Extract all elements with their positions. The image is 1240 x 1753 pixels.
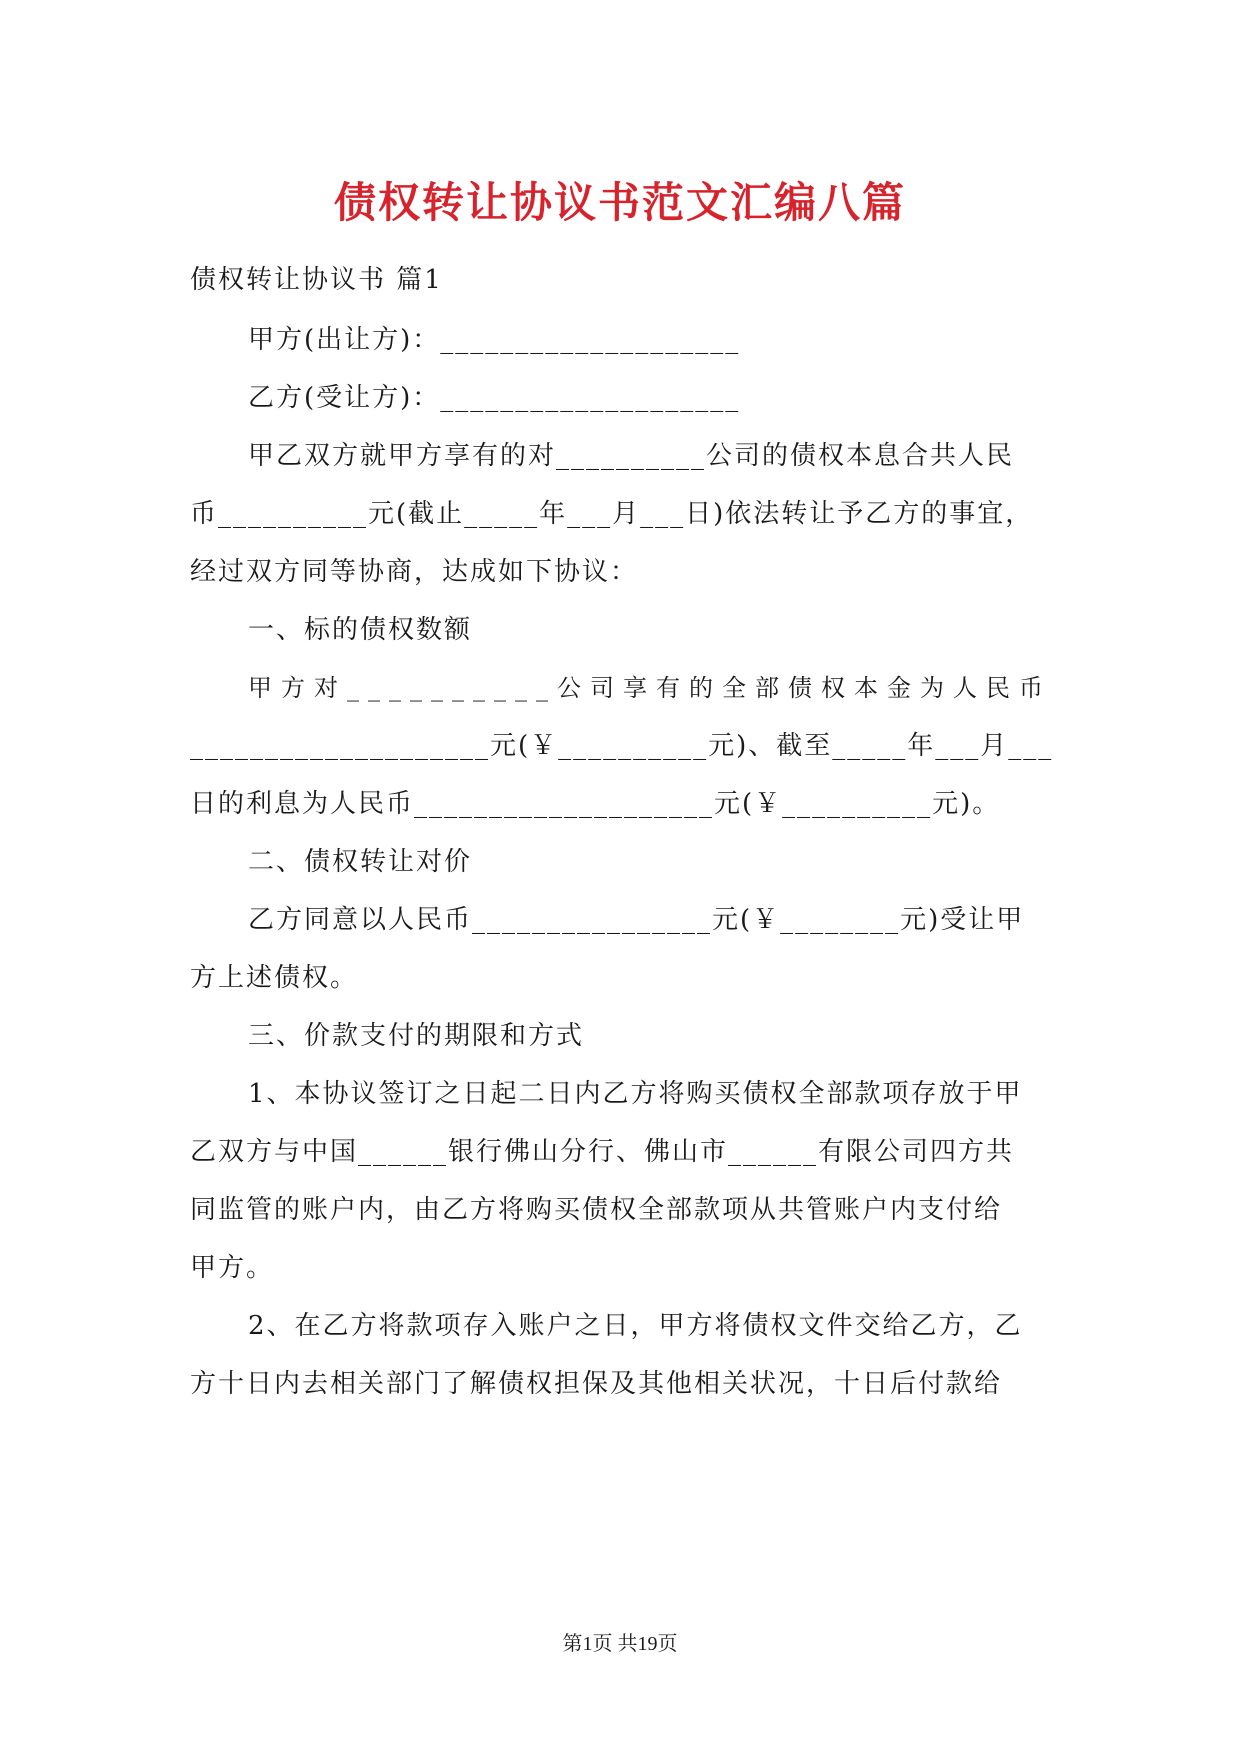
paragraph-line: 经过双方同等协商，达成如下协议： <box>190 557 639 587</box>
paragraph-line: 甲乙双方就甲方享有的对__________公司的债权本息合共人民 <box>248 441 1015 471</box>
paragraph-line: 币__________元(截止_____年___月___日)依法转让予乙方的事宜， <box>190 499 1034 529</box>
document-title: 债权转让协议书范文汇编八篇 <box>333 178 906 227</box>
clause-heading: 二、债权转让对价 <box>248 847 473 877</box>
paragraph-line: 甲方对__________公司享有的全部债权本金为人民币 <box>248 674 1052 702</box>
paragraph-line: 方上述债权。 <box>190 963 359 993</box>
clause-heading: 三、价款支付的期限和方式 <box>248 1021 585 1051</box>
paragraph-line: 同监管的账户内，由乙方将购买债权全部款项从共管账户内支付给 <box>190 1195 1003 1225</box>
paragraph-line: 乙方同意以人民币________________元(￥________元)受让甲 <box>248 905 1025 935</box>
paragraph-line: 2、在乙方将款项存入账户之日，甲方将债权文件交给乙方，乙 <box>248 1311 1023 1341</box>
page-number-footer: 第1页 共19页 <box>562 1633 678 1655</box>
paragraph-line: 1、本协议签订之日起二日内乙方将购买债权全部款项存放于甲 <box>248 1079 1023 1109</box>
paragraph-line: 甲方。 <box>190 1253 275 1283</box>
paragraph-line: 日的利息为人民币____________________元(￥__________元)。 <box>190 789 1001 819</box>
paragraph-line: 方十日内去相关部门了解债权担保及其他相关状况，十日后付款给 <box>190 1369 1003 1399</box>
paragraph-line: 乙双方与中国______银行佛山分行、佛山市______有限公司四方共 <box>190 1137 1015 1167</box>
paragraph-line: ____________________元(￥__________元)、截至_____年___月___ <box>190 731 1054 761</box>
section-heading: 债权转让协议书 篇1 <box>190 265 443 295</box>
paragraph-line: 乙方(受让方)：____________________ <box>248 383 741 413</box>
paragraph-line: 甲方(出让方)：____________________ <box>248 325 741 355</box>
clause-heading: 一、标的债权数额 <box>248 615 473 645</box>
